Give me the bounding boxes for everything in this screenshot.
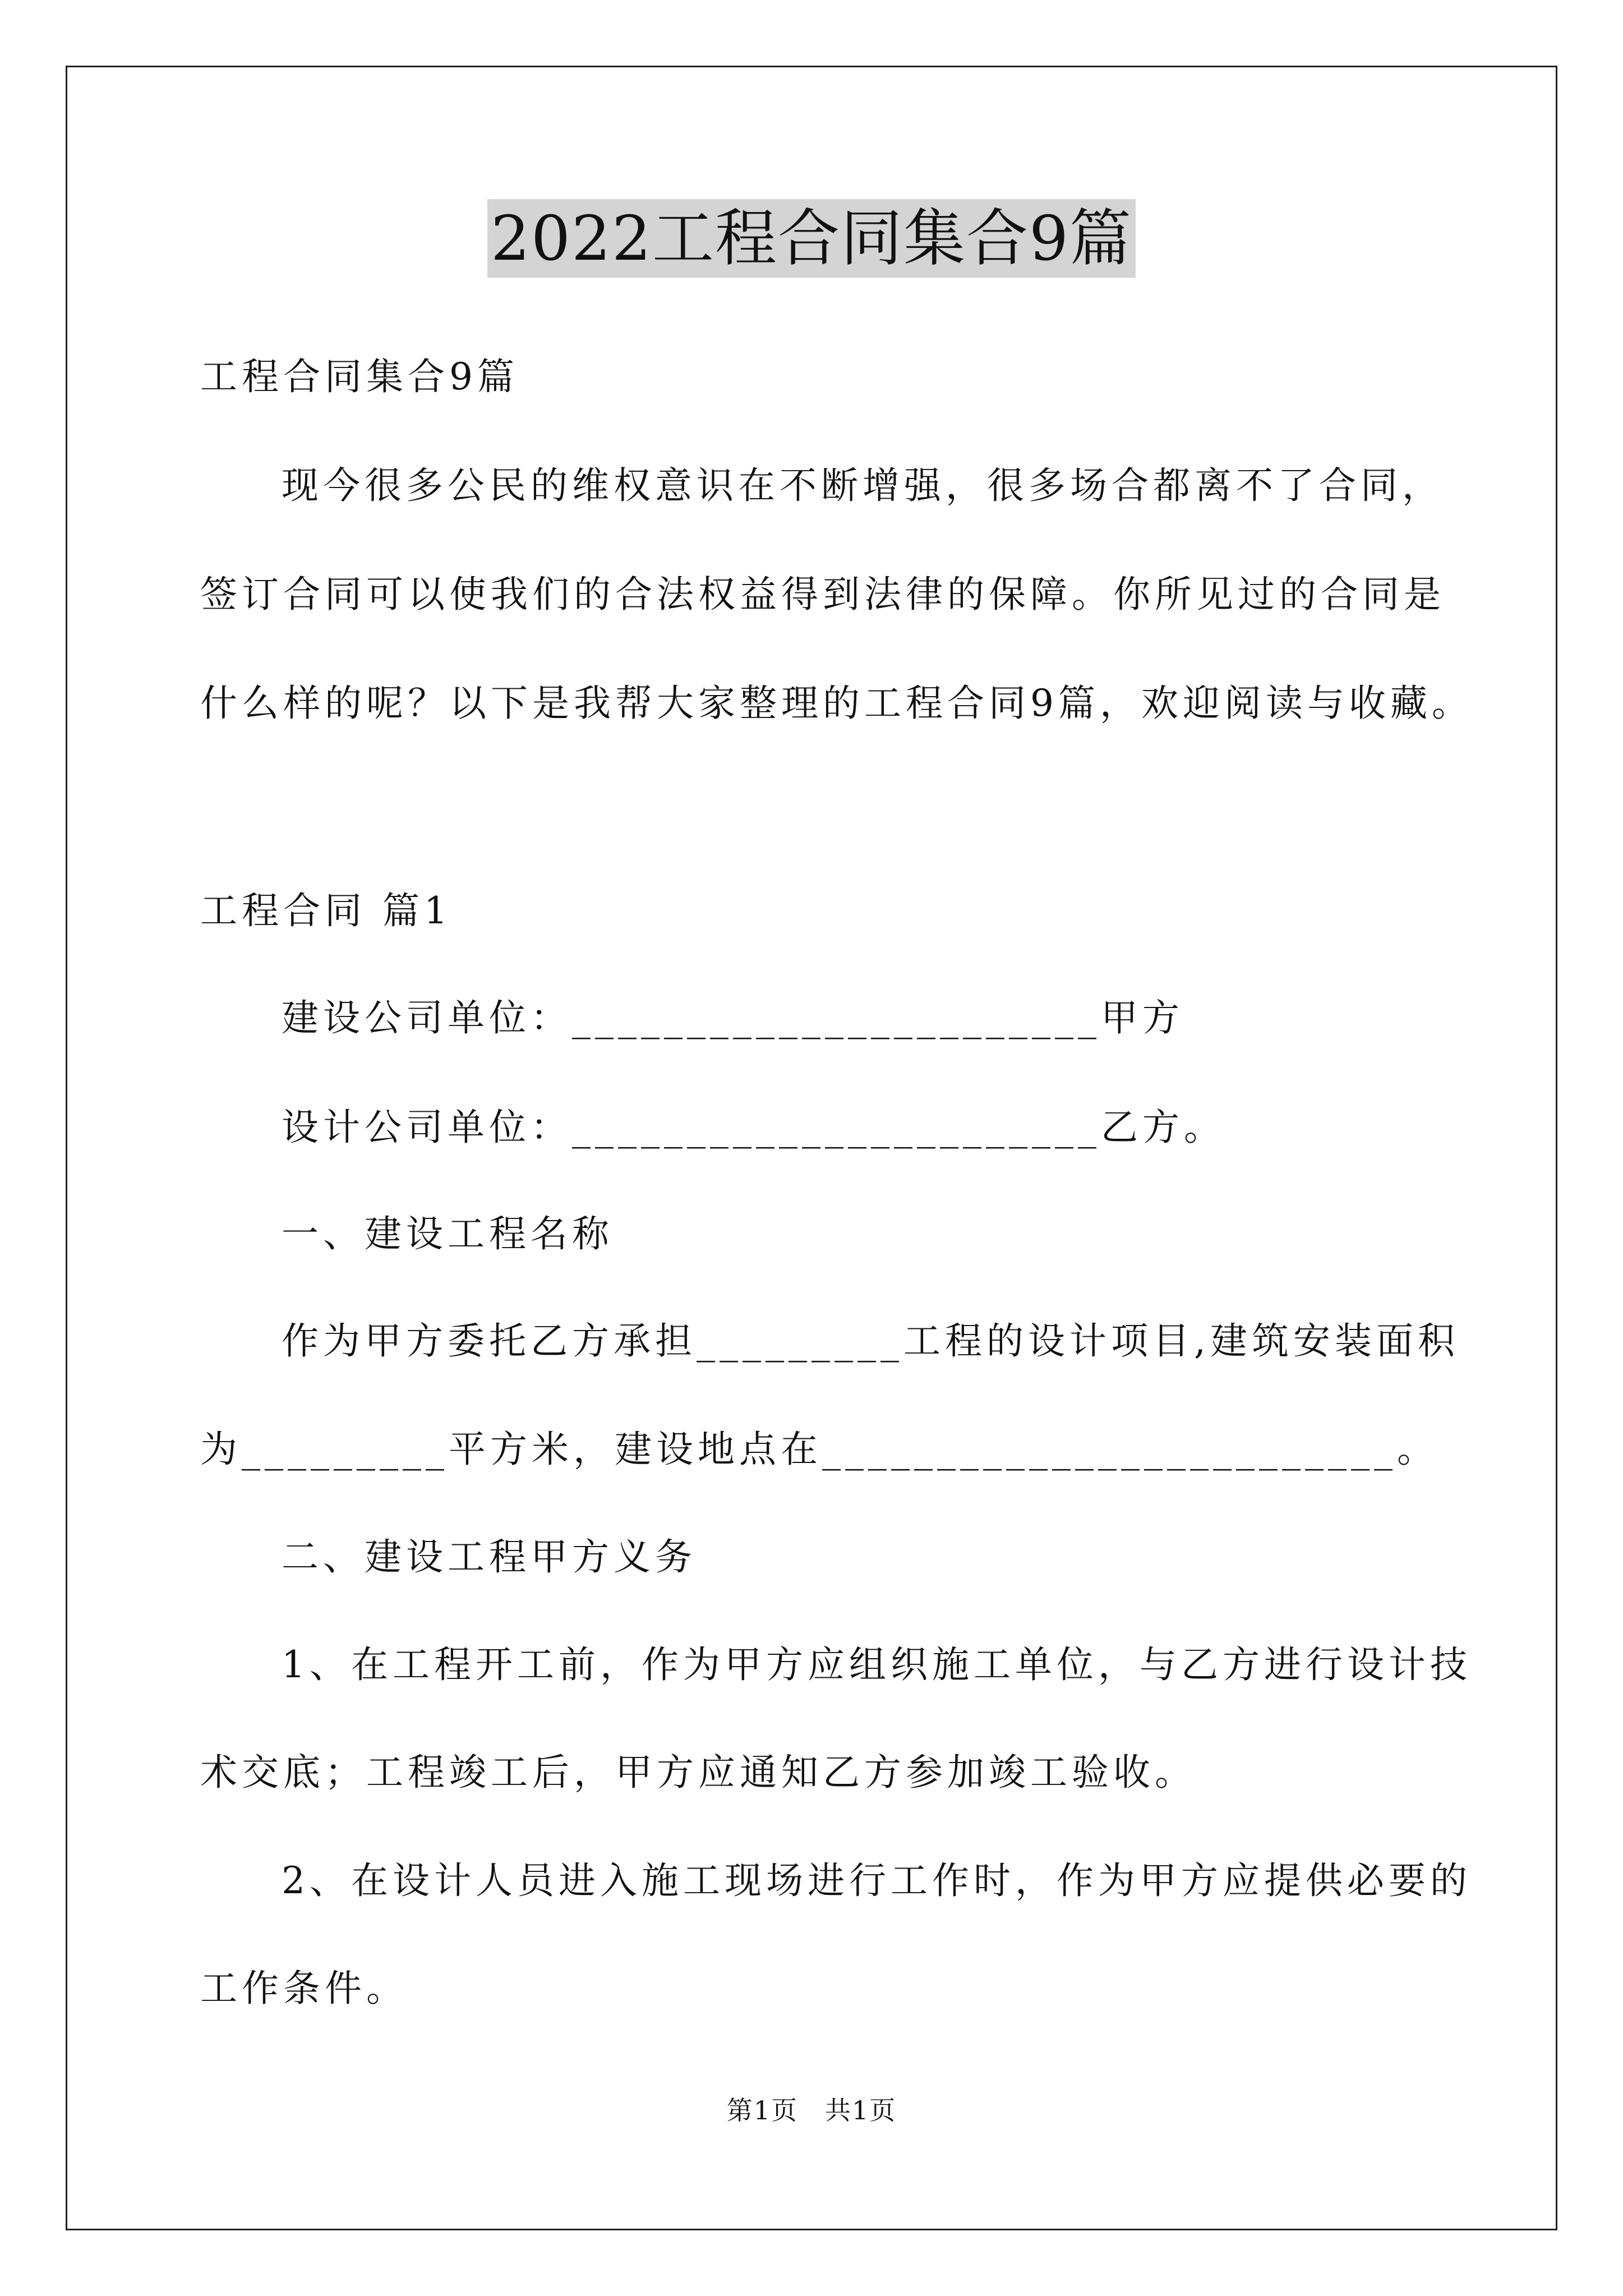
paragraph-line: 建设公司单位：_______________________甲方 <box>282 996 1184 1039</box>
paragraph-line: 设计公司单位：_______________________乙方。 <box>282 1106 1225 1149</box>
section-heading: 工程合同 篇1 <box>200 889 452 932</box>
title-container <box>0 199 1623 278</box>
paragraph-line: 签订合同可以使我们的合法权益得到法律的保障。你所见过的合同是 <box>200 573 1445 616</box>
clause-heading: 二、建设工程甲方义务 <box>282 1535 697 1579</box>
clause-heading: 一、建设工程名称 <box>282 1212 614 1255</box>
paragraph-line: 1、在工程开工前，作为甲方应组织施工单位，与乙方进行设计技 <box>282 1643 1472 1686</box>
paragraph-line: 2、在设计人员进入施工现场进行工作时，作为甲方应提供必要的 <box>282 1859 1472 1902</box>
paragraph-line: 现今很多公民的维权意识在不断增强，很多场合都离不了合同， <box>282 464 1444 507</box>
doc-subtitle: 工程合同集合9篇 <box>200 355 519 398</box>
paragraph-line: 术交底；工程竣工后，甲方应通知乙方参加竣工验收。 <box>200 1751 1196 1794</box>
paragraph-line: 工作条件。 <box>200 1967 408 2010</box>
document-title: 2022工程合同集合9篇 <box>487 199 1136 278</box>
paragraph-line: 什么样的呢？以下是我帮大家整理的工程合同9篇，欢迎阅读与收藏。 <box>200 682 1473 725</box>
paragraph-line: 为_________平方米，建设地点在_________________________。 <box>200 1428 1438 1471</box>
paragraph-line: 作为甲方委托乙方承担_________工程的设计项目,建筑安装面积 <box>282 1319 1459 1363</box>
page-footer: 第1页 共1页 <box>726 2095 897 2125</box>
